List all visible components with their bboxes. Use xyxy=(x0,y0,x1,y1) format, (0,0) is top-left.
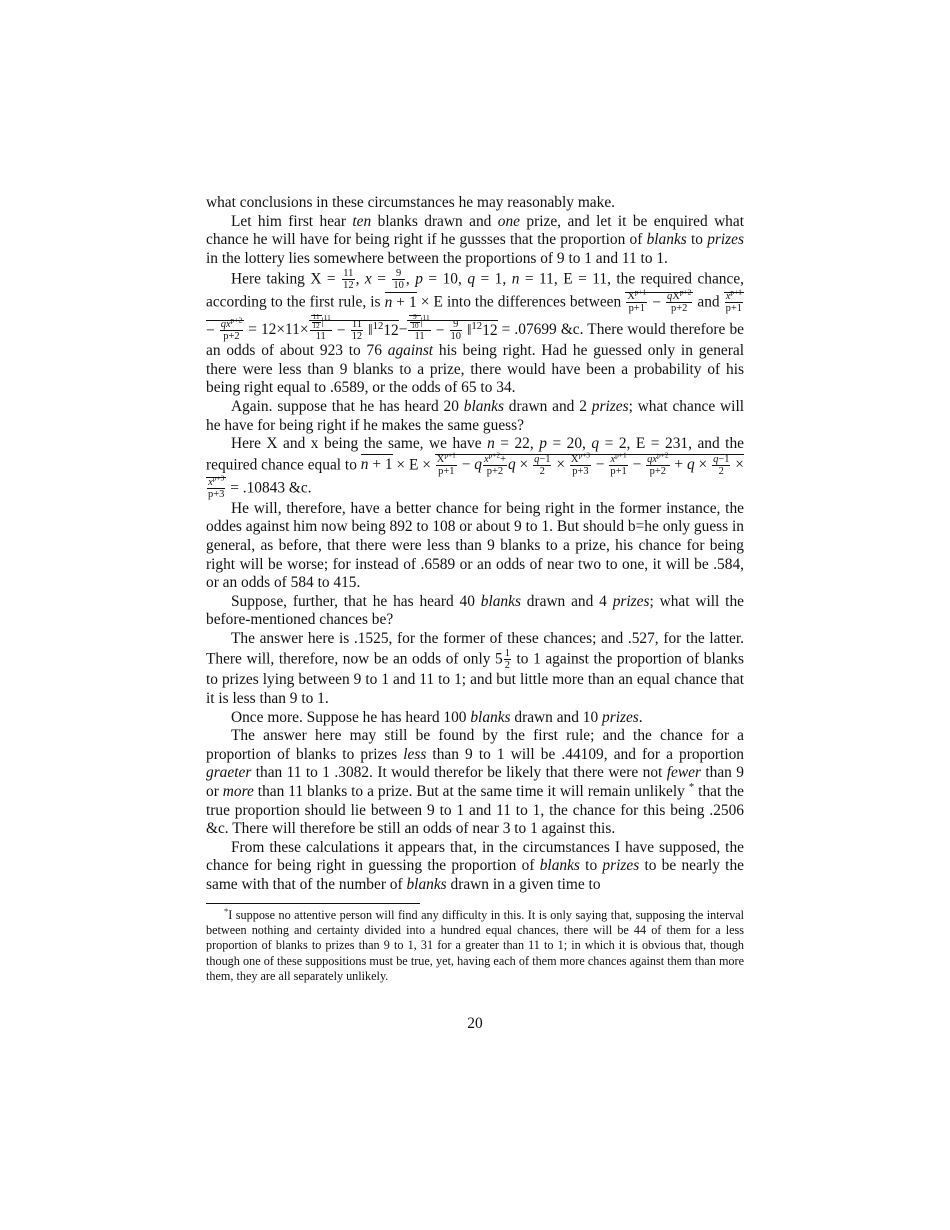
math-variable: n xyxy=(384,293,393,311)
fraction xyxy=(220,315,243,343)
vinculum-group xyxy=(409,315,420,328)
math-variable: ten xyxy=(352,212,372,230)
superscript: p+3 xyxy=(212,473,225,483)
denominator: 11 xyxy=(414,331,425,343)
footnote-marker: * xyxy=(224,905,229,916)
denominator: 2 xyxy=(504,660,510,672)
superscript: p+1 xyxy=(444,450,456,460)
superscript: p+1 xyxy=(730,287,742,297)
footnote-rule xyxy=(206,903,420,904)
denominator: 11 xyxy=(315,331,326,343)
math-variable: prizes xyxy=(602,857,640,875)
vinculum-group: $\frac{x^{p+1}}{p+1}$ − $\frac{qx^{p+2}}{p+2}$ xyxy=(206,287,742,343)
paragraph: Let him first hear ten blanks drawn and one prize, and let it be enquired what chance he will have for being right if he gussses that the proportion of blanks to prizes in the lottery lies somewhere between the proportions of 9 to 1 and 11 to 1. xyxy=(206,212,744,267)
numerator: $X^{p+1}$ xyxy=(436,450,456,465)
fraction xyxy=(310,314,332,342)
vinculum-group: $\frac{X^{p+1}}{p+1}$ − q $\frac{x^{p+2}+}{p+2}$ q × $\frac{q-1}{2}$ × $\frac{X^{p+3}}{p+3}$ − $\frac{x^{p+1}}{p+1}$ − $\frac{qx^{p+2}}{p+2}$ + q × $\frac{q-1}{2}$ × $\frac{x^{p+3}}{p+3}$ xyxy=(208,450,744,500)
denominator: 12 xyxy=(312,321,320,330)
math-variable: q xyxy=(467,270,476,288)
math-variable: q xyxy=(534,453,540,465)
math-variable: one xyxy=(497,212,520,230)
superscript: p+2 xyxy=(679,287,692,297)
superscript: p+1 xyxy=(615,450,627,460)
numerator: 9 xyxy=(450,319,462,331)
superscript: 12 xyxy=(471,319,483,332)
body-text xyxy=(206,194,744,895)
numerator: 11 xyxy=(343,268,354,280)
math-variable: x xyxy=(483,453,489,465)
math-variable: q xyxy=(667,291,673,303)
denominator: p+2 xyxy=(223,331,240,343)
fraction xyxy=(504,648,511,671)
numerator: $qX^{p+2}$ xyxy=(667,287,692,303)
fraction xyxy=(392,268,404,291)
vinculum-group xyxy=(350,319,364,343)
superscript: 11 xyxy=(422,313,430,323)
numerator: 11 xyxy=(312,313,320,322)
denominator: 10 xyxy=(393,280,404,292)
math-variable: blanks xyxy=(406,875,447,893)
numerator xyxy=(725,287,743,303)
math-variable: n xyxy=(487,435,495,453)
math-variable: q xyxy=(647,453,653,465)
numerator: $\frac{11}{12}$ $|^{11}$ xyxy=(310,314,332,331)
numerator: $x^{p+2}+$ xyxy=(483,450,506,465)
fraction xyxy=(609,450,627,477)
math-variable: q xyxy=(220,319,226,331)
denominator: 12 xyxy=(351,331,363,343)
page-column xyxy=(206,194,744,1033)
math-variable: less xyxy=(403,745,427,763)
paragraph: Here X and x being the same, we have n = 22, p = 20, q = 2, E = 231, and the required chance equal to n + 1 × E × $\frac{X^{p+1}}{p+1}$ − q $\frac{x^{p+2}+}{p+2}$ q × $\frac{q-1}{2}$ × $\frac{X^{p+3}}{p+3}$ − $\frac{x^{p+1}}{p+1}$ − $\frac{qx^{p+2}}{p+2}$ + q × $\frac{q-1}{2}$ × $\frac{x^{p+3}}{p+3}$ = .10843 &c. xyxy=(206,435,744,500)
math-variable: blanks xyxy=(463,398,504,416)
numerator: $X^{p+1}$ xyxy=(627,287,647,303)
math-variable: blanks xyxy=(539,857,580,875)
page-number: 20 xyxy=(467,1014,483,1032)
math-variable: prizes xyxy=(602,708,639,726)
math-variable: n xyxy=(360,456,369,474)
denominator: p+1 xyxy=(610,465,627,477)
fraction xyxy=(312,314,321,330)
fraction xyxy=(533,454,551,477)
math-variable: q xyxy=(507,456,516,474)
math-variable: blanks xyxy=(646,231,687,249)
math-variable: x xyxy=(364,270,372,288)
math-variable: n xyxy=(511,270,520,288)
vinculum-group: $\frac{11}{12}$ $|^{11}$ 11 − $\frac{11}{12}$ ‖$^{12}$12 xyxy=(309,320,399,339)
superscript: 12 xyxy=(372,319,384,332)
fraction xyxy=(646,450,669,477)
numerator: 9 xyxy=(410,314,419,322)
denominator: p+2 xyxy=(649,465,667,477)
paragraph: The answer here is .1525, for the former of these chances; and .527, for the latter. There will, therefore, now be an odds of only 5 $\frac{1}{2}$ to 1 against the proportion of blanks to prizes lying between 9 to 1 and 11 to 1; and but little more than an equal chance that it is less than 9 to 1. xyxy=(206,629,744,708)
denominator: p+1 xyxy=(725,303,742,315)
math-variable: x xyxy=(226,319,231,331)
math-variable: blanks xyxy=(480,592,521,610)
vinculum-group xyxy=(449,319,463,343)
paragraph: From these calculations it appears that, in the circumstances I have supposed, the chance for being right in guessing the proportion of blanks to prizes to be nearly the same with that of the number of blanks drawn in a given time to xyxy=(206,838,744,893)
superscript: p+1 xyxy=(634,287,647,297)
numerator xyxy=(220,315,243,331)
fraction xyxy=(483,450,507,477)
denominator: p+2 xyxy=(670,303,688,315)
fraction xyxy=(712,454,730,477)
numerator: 9 xyxy=(392,268,404,280)
paragraph: He will, therefore, have a better chance for being right in the former instance, the oddes against him now being 892 to 108 or about 9 to 1. But should b=he only guess in general, as before, that there were less than 9 blanks to a prize, his chance for being right will be worse; for instead of .6589 or an odds of near two to one, it will be .584, or an odds of 584 to 415. xyxy=(206,499,744,592)
numerator xyxy=(646,450,669,466)
footnote-text: I suppose no attentive person will find any difficulty in this. It is only saying that, supposing the interval between nothing and certainty divided into a hundred equal chances, there will be 44 of them for a less proportion of blanks to prizes than 9 to 1, 31 for a greater than 11 to 1; in which it is obvious that, though though one of these suppositions must be true, yet, having each of them more chances against them than more them, they are all separately unlikely. xyxy=(206,907,744,984)
vinculum-group: $\frac{9}{10}$ $|^{11}$ 11 − $\frac{9}{10}$ ‖$^{12}$12 xyxy=(407,320,497,339)
math-variable: q xyxy=(591,435,600,453)
paragraph: Here taking X = $\frac{11}{12}$ , x = $\frac{9}{10}$ , p = 10, q = 1, n = 11, E = 11, the required chance, according to the first rule, is n + 1 × E into the differences between $\frac{X^{p+1}}{p+1}$ − $\frac{qX^{p+2}}{p+2}$ and $\frac{x^{p+1}}{p+1}$ − $\frac{qx^{p+2}}{p+2}$ = 12×11× $\frac{11}{12}$ $|^{11}$ 11 − $\frac{11}{12}$ ‖$^{12}$12− $\frac{9}{10}$ $|^{11}$ 11 − $\frac{9}{10}$ ‖$^{12}$12 = .07699 &c. There would therefore be an odds of about 923 to 76 against his being right. Had he guessed only in general there were less than 9 blanks to a prize, there would have been a probability of his being right equal to .6589, or the odds of 65 to 34. xyxy=(206,268,745,397)
fraction xyxy=(626,287,647,315)
denominator: p+2 xyxy=(486,465,504,477)
math-variable: x xyxy=(652,453,658,465)
math-variable: p xyxy=(539,435,547,453)
fraction xyxy=(207,473,225,500)
numerator: 1 xyxy=(504,648,510,660)
fraction xyxy=(570,450,591,477)
fraction xyxy=(410,314,419,330)
vinculum-group: $\frac{X^{p+1}}{p+1}$ − $\frac{qX^{p+2}}{p+2}$ xyxy=(627,287,692,315)
footnote xyxy=(206,905,744,985)
math-variable: fewer xyxy=(666,764,701,782)
denominator: 2 xyxy=(718,465,724,477)
numerator: q−1 xyxy=(534,453,551,465)
denominator: p+3 xyxy=(208,488,225,500)
paragraph: what conclusions in these circumstances he may reasonably make. xyxy=(206,194,616,211)
denominator: 2 xyxy=(539,465,545,477)
denominator: 10 xyxy=(450,331,462,343)
fraction xyxy=(666,287,692,315)
math-variable: x xyxy=(610,453,616,465)
numerator: $\frac{9}{10}$ $|^{11}$ xyxy=(408,314,430,331)
fraction xyxy=(450,319,462,342)
denominator: 10 xyxy=(411,321,419,330)
fraction xyxy=(436,450,457,477)
paragraph: Suppose, further, that he has heard 40 blanks drawn and 4 prizes; what will the before-mentioned chances be? xyxy=(206,592,744,629)
math-variable: prizes xyxy=(612,592,650,610)
numerator: 11 xyxy=(351,319,362,331)
numerator xyxy=(609,450,627,466)
superscript: p+2 xyxy=(230,315,243,325)
fraction xyxy=(342,268,354,291)
superscript: p+2 xyxy=(488,450,501,460)
math-variable: prizes xyxy=(591,398,629,416)
fraction xyxy=(351,319,363,342)
math-variable: x xyxy=(725,291,731,303)
math-variable: more xyxy=(222,783,254,801)
denominator: p+3 xyxy=(572,465,589,477)
superscript: 11 xyxy=(323,313,331,323)
math-variable: x xyxy=(208,476,213,488)
denominator: p+1 xyxy=(628,303,645,315)
math-variable: q xyxy=(713,453,719,465)
superscript: p+3 xyxy=(578,450,590,460)
math-variable: q xyxy=(686,456,695,474)
paragraph: Again. suppose that he has heard 20 blanks drawn and 2 prizes; what chance will he have for being right if he makes the same guess? xyxy=(206,398,744,434)
superscript: * xyxy=(688,780,695,793)
fraction xyxy=(408,314,430,342)
superscript: p+2 xyxy=(657,450,669,460)
math-variable: p xyxy=(415,270,423,288)
vinculum-group: n + 1 xyxy=(384,293,417,311)
denominator: p+1 xyxy=(438,465,455,477)
vinculum-group xyxy=(311,315,322,328)
vinculum-group: n + 1 xyxy=(360,456,393,474)
paragraph: Once more. Suppose he has heard 100 blanks drawn and 10 prizes. xyxy=(231,708,643,726)
numerator: q−1 xyxy=(713,453,730,465)
math-variable: graeter xyxy=(206,764,252,782)
math-variable: blanks xyxy=(470,708,511,726)
math-variable: against xyxy=(387,342,434,360)
fraction xyxy=(725,287,743,315)
paragraph: The answer here may still be found by the first rule; and the chance for a proportion of blanks to prizes less than 9 to 1 will be .44109, and for a proportion graeter than 11 to 1 .3082. It would therefor be likely that there were not fewer than 9 or more than 11 blanks to a prize. But at the same time it will remain unlikely * that the true proportion should lie between 9 to 1 and 11 to 1, the chance for this being .2506 &c. There will therefore be still an odds of near 3 to 1 against this. xyxy=(206,727,745,838)
math-variable: q xyxy=(474,456,482,474)
denominator: 12 xyxy=(343,280,354,292)
numerator: $X^{p+3}$ xyxy=(570,450,590,465)
numerator xyxy=(207,473,225,489)
math-variable: prizes xyxy=(707,231,744,249)
